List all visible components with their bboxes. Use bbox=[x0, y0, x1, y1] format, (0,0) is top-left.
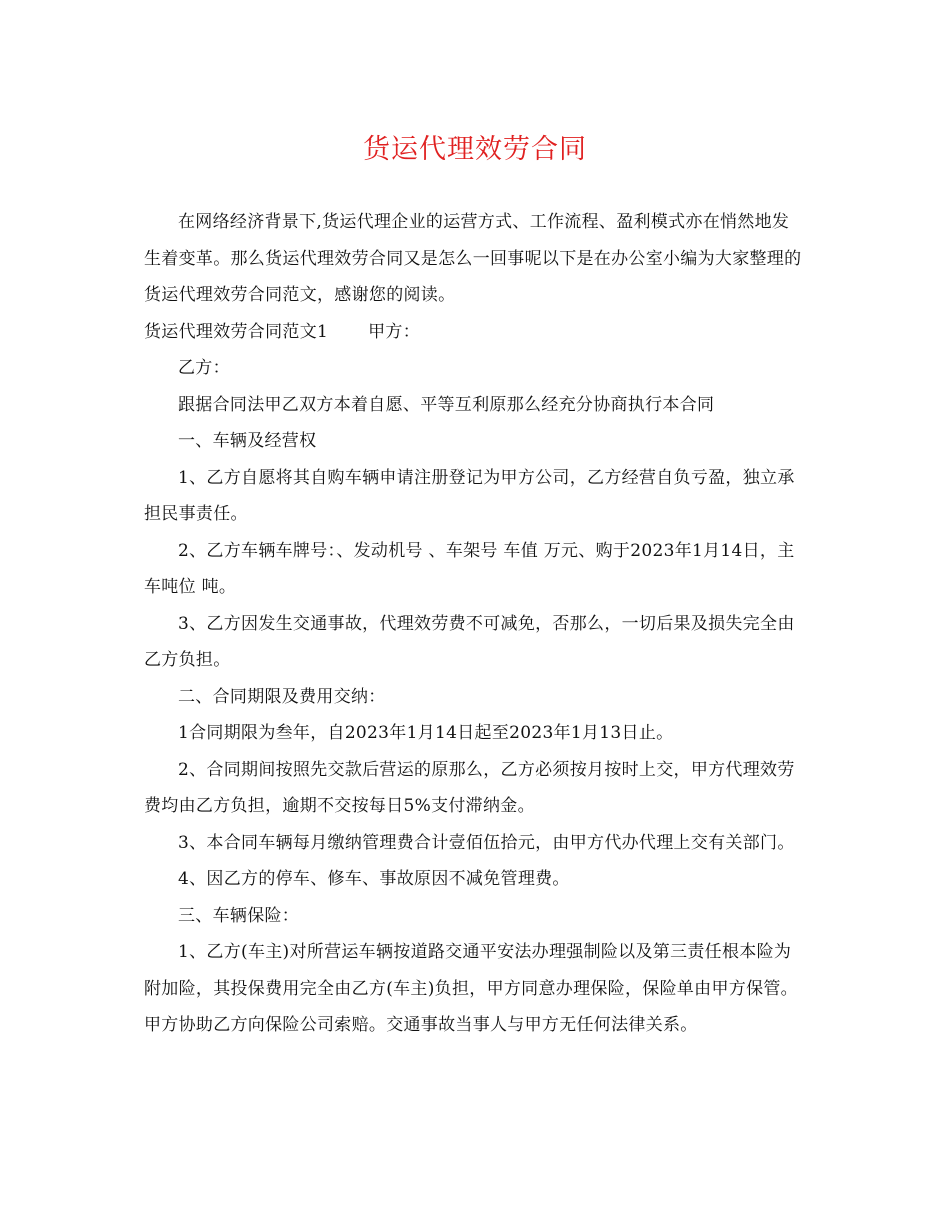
sample-heading-line bbox=[144, 314, 806, 351]
section2-item2: 2、合同期间按照先交款后营运的原那么，乙方必须按月按时上交，甲方代理效劳费均由乙方负担，逾期不交按每日5%支付滞纳金。 bbox=[144, 759, 795, 816]
party-a-label: 甲方： bbox=[368, 321, 421, 342]
section2-heading: 二、合同期限及费用交纳： bbox=[178, 686, 386, 707]
section3-item1: 1、乙方(车主)对所营运车辆按道路交通平安法办理强制险以及第三责任根本险为附加险，其投保费用完全由乙方(车主)负担，甲方同意办理保险，保险单由甲方保管。甲方协助乙方向保险公司索赔。交通事故当事人与甲方无任何法律关系。 bbox=[144, 942, 798, 1035]
section1-item2: 2、乙方车辆车牌号：、发动机号 、车架号 车值 万元、购于2023年1月14日，主车吨位 吨。 bbox=[144, 540, 795, 597]
section3-heading: 三、车辆保险： bbox=[178, 905, 300, 926]
basis-paragraph: 跟据合同法甲乙双方本着自愿、平等互利原那么经充分协商执行本合同 bbox=[178, 394, 715, 415]
party-b-label: 乙方： bbox=[178, 358, 230, 378]
section2-item4: 4、因乙方的停车、修车、事故原因不减免管理费。 bbox=[178, 869, 570, 889]
section1-heading: 一、车辆及经营权 bbox=[178, 431, 317, 451]
document-title: 货运代理效劳合同 bbox=[363, 134, 587, 165]
section2-item1: 1合同期限为叁年，自2023年1月14日起至2023年1月13日止。 bbox=[178, 723, 674, 743]
intro-paragraph: 在网络经济背景下,货运代理企业的运营方式、工作流程、盈利模式亦在悄然地发生着变革。那么货运代理效劳合同又是怎么一回事呢以下是在办公室小编为大家整理的货运代理效劳合同范文，感谢您的阅读。 bbox=[144, 212, 802, 305]
section1-item1: 1、乙方自愿将其自购车辆申请注册登记为甲方公司，乙方经营自负亏盈，独立承担民事责任。 bbox=[144, 467, 795, 524]
section1-item3: 3、乙方因发生交通事故，代理效劳费不可减免，否那么，一切后果及损失完全由乙方负担。 bbox=[144, 613, 795, 670]
section2-item3: 3、本合同车辆每月缴纳管理费合计壹佰伍拾元，由甲方代办代理上交有关部门。 bbox=[178, 832, 795, 853]
sample-heading: 货运代理效劳合同范文1 bbox=[144, 321, 329, 342]
